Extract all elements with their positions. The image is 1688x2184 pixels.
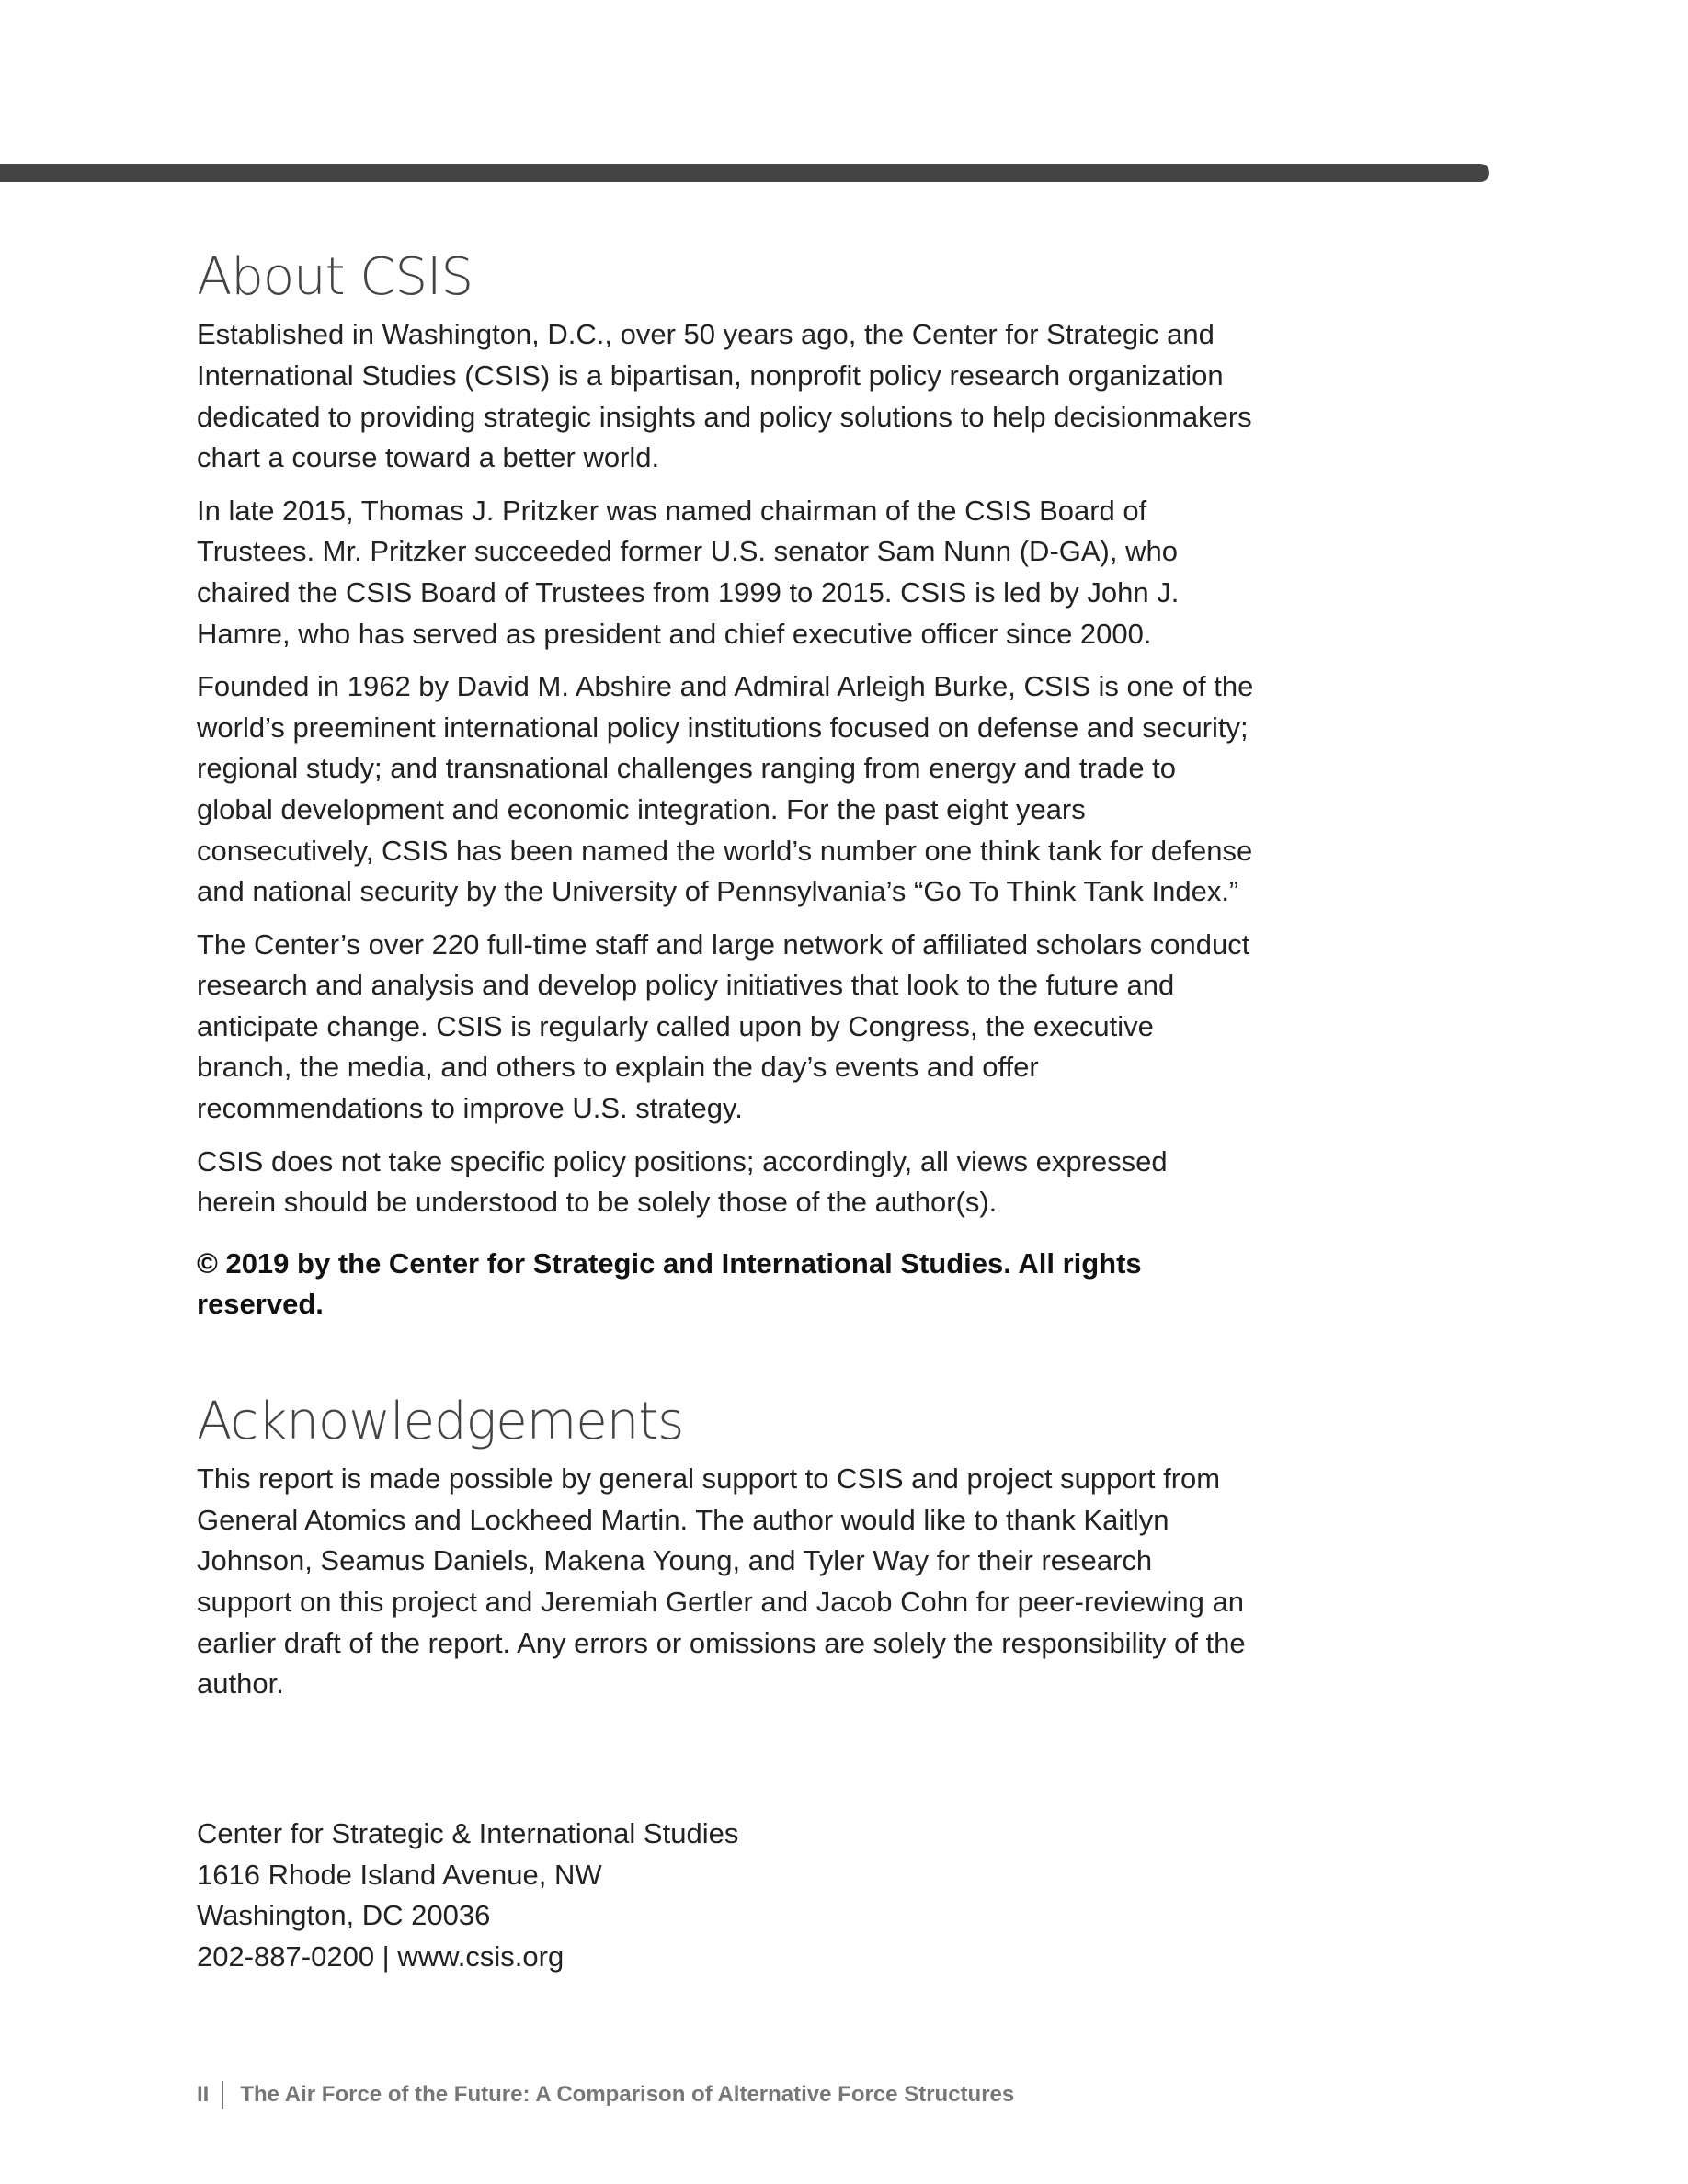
about-paragraph-1: Established in Washington, D.C., over 50 years ago, the Center for Strategic and International Studies (CSIS) is a bipartisan, nonprofit policy research organization dedicated to providing strategic insights and policy solutions to help decisionmakers chart a course toward a better world. [197,318,1252,474]
acknowledgements-paragraph: This report is made possible by general support to CSIS and project support from General Atomics and Lockheed Martin. The author would like to thank Kaitlyn Johnson, Seamus Daniels, Makena Young, and Tyler Way for their research support on this project and Jeremiah Gertler and Jacob Cohn for peer-reviewing an earlier draft of the report. Any errors or omissions are solely the responsibility of the author. [197,1462,1246,1701]
acknowledgements-heading: Acknowledgements [197,1391,684,1451]
report-title: The Air Force of the Future: A Comparison of Alternative Force Structures [240,2082,1015,2107]
footer-separator [222,2081,223,2109]
copyright-notice: © 2019 by the Center for Strategic and International Studies. All rights reserved. [197,1246,1142,1320]
about-section [197,248,1254,1325]
top-rule [0,164,1489,182]
address-block [197,1814,738,1977]
city-line: Washington, DC 20036 [197,1899,491,1932]
about-paragraph-2: In late 2015, Thomas J. Pritzker was named chairman of the CSIS Board of Trustees. Mr. Pritzker succeeded former U.S. senator Sam Nunn (D-GA), who chaired the CSIS Board of Trustees from 1999 to 2015. CSIS is led by John J. Hamre, who has served as president and chief executive officer since 2000. [197,494,1180,650]
about-paragraph-5: CSIS does not take specific policy positions; accordingly, all views expressed herein should be understood to be solely those of the author(s). [197,1144,1168,1219]
about-heading: About CSIS [197,247,473,307]
about-paragraph-3: Founded in 1962 by David M. Abshire and Admiral Arleigh Burke, CSIS is one of the world’s preeminent international policy institutions focused on defense and security; regional study; and transnational challenges ranging from energy and trade to global development and economic integration. For the past eight years consecutively, CSIS has been named the world’s number one think tank for defense and national security by the University of Pennsylvania’s “Go To Think Tank Index.” [197,670,1254,908]
main-content [197,248,1254,1717]
contact-line: 202-887-0200 | www.csis.org [197,1939,565,1973]
about-paragraph-4: The Center’s over 220 full-time staff and large network of affiliated scholars conduct research and analysis and develop policy initiatives that look to the future and anticipate change. CSIS is regularly called upon by Congress, the executive branch, the media, and others to explain the day’s events and offer recommendations to improve U.S. strategy. [197,927,1250,1125]
organization-name: Center for Strategic & International Studies [197,1817,739,1849]
street-address: 1616 Rhode Island Avenue, NW [197,1858,602,1891]
page-number: II [197,2082,210,2107]
page-footer [197,2081,1014,2109]
acknowledgements-section [197,1393,1254,1705]
